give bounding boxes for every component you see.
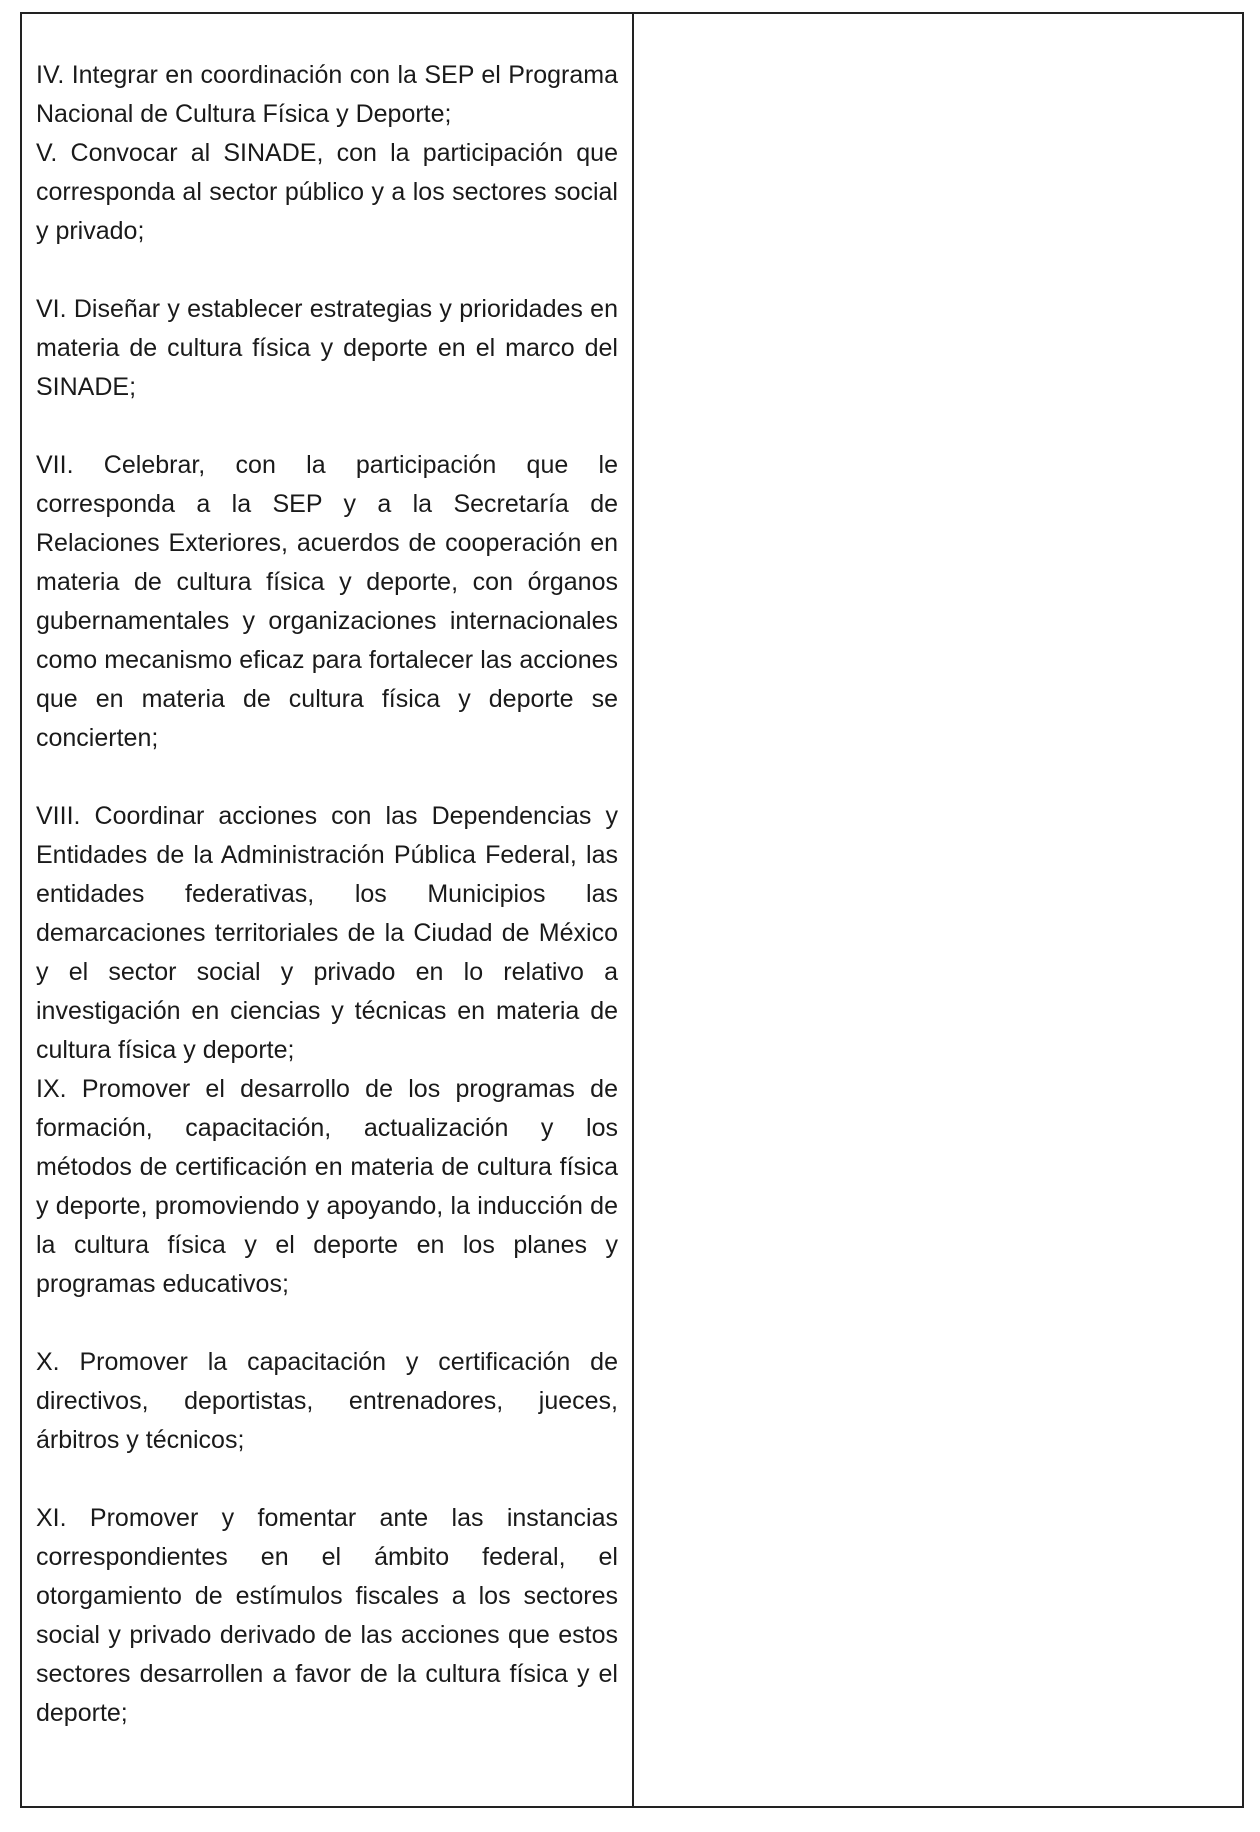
comparison-table <box>20 12 1244 1808</box>
right-column-cell <box>634 14 1242 1806</box>
paragraph-v: V. Convocar al SINADE, con la participación que corresponda al sector público y a los sectores social y privado; <box>36 139 618 245</box>
paragraph-xi: XI. Promover y fomentar ante las instancias correspondientes en el ámbito federal, el otorgamiento de estímulos fiscales a los sectores social y privado derivado de las acciones que estos sectores desarrollen a favor de la cultura física y el deporte; <box>36 1504 618 1727</box>
left-column-cell <box>22 14 634 1806</box>
paragraph-x: X. Promover la capacitación y certificación de directivos, deportistas, entrenadores, jueces, árbitros y técnicos; <box>36 1348 618 1454</box>
paragraph-ix: IX. Promover el desarrollo de los programas de formación, capacitación, actualización y los métodos de certificación en materia de cultura física y deporte, promoviendo y apoyando, la inducción de la cultura física y el deporte en los planes y programas educativos; <box>36 1075 618 1298</box>
paragraph-viii: VIII. Coordinar acciones con las Dependencias y Entidades de la Administración Pública Federal, las entidades federativas, los Municipios las demarcaciones territoriales de la Ciudad de México y el sector social y privado en lo relativo a investigación en ciencias y técnicas en materia de cultura física y deporte; <box>36 802 618 1064</box>
paragraph-iv: IV. Integrar en coordinación con la SEP el Programa Nacional de Cultura Física y Deporte; <box>36 61 618 128</box>
paragraph-vii: VII. Celebrar, con la participación que le corresponda a la SEP y a la Secretaría de Relaciones Exteriores, acuerdos de cooperación en materia de cultura física y deporte, con órganos gubernamentales y organizaciones internacionales como mecanismo eficaz para fortalecer las acciones que en materia de cultura física y deporte se concierten; <box>36 451 618 752</box>
paragraph-vi: VI. Diseñar y establecer estrategias y prioridades en materia de cultura física y deporte en el marco del SINADE; <box>36 295 618 401</box>
